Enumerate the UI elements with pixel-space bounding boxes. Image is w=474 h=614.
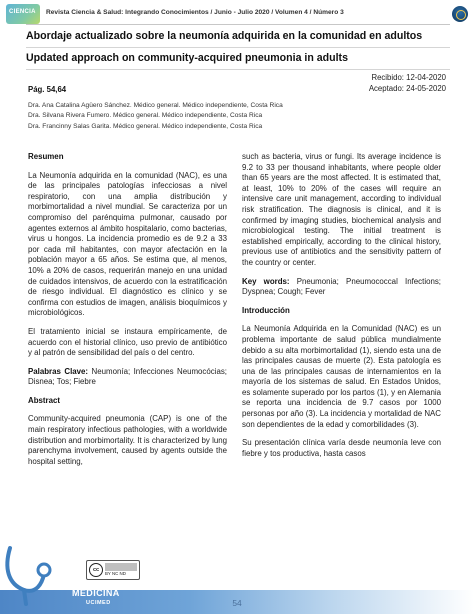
key-words [242,277,441,298]
footer-brand: MEDICINA [72,588,120,598]
right-column [242,152,441,467]
palabras-clave-label: Palabras Clave: [28,366,89,376]
creative-commons-badge [86,560,140,580]
introduccion-paragraph-2: Su presentación clínica varía desde neumonía leve con fiebre y tos productiva, hasta casos [242,438,441,458]
title-divider-2 [26,69,450,70]
introduccion-heading: Introducción [242,305,290,315]
journal-logo [6,4,40,24]
abstract-paragraph: Community-acquired pneumonia (CAP) is one of the main respiratory infectious pathologies, with a worldwide distribution and morbimortality. It is characterized by lung parenchyma involvement, caused by agents outside the hospital setting, [28,414,227,466]
introduccion-paragraph: La Neumonía Adquirida en la Comunidad (NAC) es un problema importante de salud pública mundialmente debido a su alta morbimortalidad (1), siendo esta una de las principales causas de muerte (2). Esta patología es una de las principales causas de internamientos en la mayoría de los sistemas de salud. En Estados Unidos, es solamente superado por los partos (1), y en Alemania se reporta una incidencia de 9.7 casos por 1000 personas por año (3). La incidencia y mortalidad de NAC son dependientes de la edad y comorbilidades (3). [242,324,441,429]
journal-logo-text: CIENCIA [9,9,36,15]
page-number: 54 [232,598,242,608]
key-words-label: Key words: [242,276,290,286]
cc-license-icons [105,563,137,571]
university-seal-icon [452,6,468,22]
title-spanish: Abordaje actualizado sobre la neumonía adquirida en la comunidad en adultos [26,30,423,42]
received-date: Recibido: 12-04-2020 [371,73,446,82]
key-words-text: Pneumonia; Pneumococcal Infections; Dyspnea; Cough; Fever [242,276,441,297]
footer-brand-sub: UCIMED [86,600,111,606]
resumen-heading: Resumen [28,152,64,161]
author-line: Dra. Ana Catalina Agüero Sánchez. Médico general. Médico independiente, Costa Rica [28,102,283,109]
abstract-paragraph-cont: such as bacteria, virus or fungi. Its average incidence is 9.2 to 33 per thousand inhabitants, where people older than 65 years are the most affected. It is estimated that, at least, 10% to 20% of the cases will require an intensive care unit management, according to individual risk stratification. The diagnosis is clinical, and it is confirmed by imaging studies, biochemical analysis and microbiological testing. The initial treatment is established empirically, according to the clinical history, previous use of antibiotics and the sensitivity pattern of the country or center. [242,152,441,267]
author-list [28,101,448,132]
accepted-date: Aceptado: 24-05-2020 [368,84,446,93]
left-column [28,152,227,475]
author-line: Dra. Francinny Salas Garita. Médico general. Médico independiente, Costa Rica [28,122,263,130]
palabras-clave-text: Neumonía; Infecciones Neumocócias; Disnea; Tos; Fiebre [28,366,227,387]
title-divider [26,47,450,48]
palabras-clave [28,367,227,388]
title-english: Updated approach on community-acquired pneumonia in adults [26,52,348,64]
journal-citation-line: Revista Ciencia & Salud: Integrando Conocimientos / Junio - Julio 2020 / Volumen 4 / Número 3 [46,9,344,16]
author-line: Dra. Silvana Rivera Fumero. Médico general. Médico independiente, Costa Rica [28,112,263,120]
cc-icon: cc [89,563,103,577]
header-divider [26,24,450,25]
cc-license-text: BY NC ND [105,571,126,576]
resumen-paragraph-2: El tratamiento inicial se instaura empíricamente, de acuerdo con el historial clínico, uso previo de antibiótico y al patrón de sensibilidad del país o del centro. [28,326,227,358]
resumen-paragraph: La Neumonía adquirida en la comunidad (NAC), es una de las principales patologías infecciosas a nivel respiratorio, con una amplia distribución y morbimortalidad a nivel mundial. Se caracteriza por un compromiso del parénquima pulmonar, causado por agentes externos al ámbito hospitalario, como bacterias, virus u hongos. La incidencia promedio es de 9.2 a 33 por cada mil habitantes, con mayor afectación en la población mayor a 65 años. Se estima que, al menos, 10% a 20% de casos, requerirán manejo en una unidad de cuidados intensivos, de acuerdo con la estratificación de riesgo individual. El diagnóstico es clínico y se confirma con estudios de imagen, análisis bioquímicos y microbiológicos. [28,170,227,318]
abstract-heading: Abstract [28,395,61,405]
page-reference: Pág. 54,64 [28,85,67,94]
